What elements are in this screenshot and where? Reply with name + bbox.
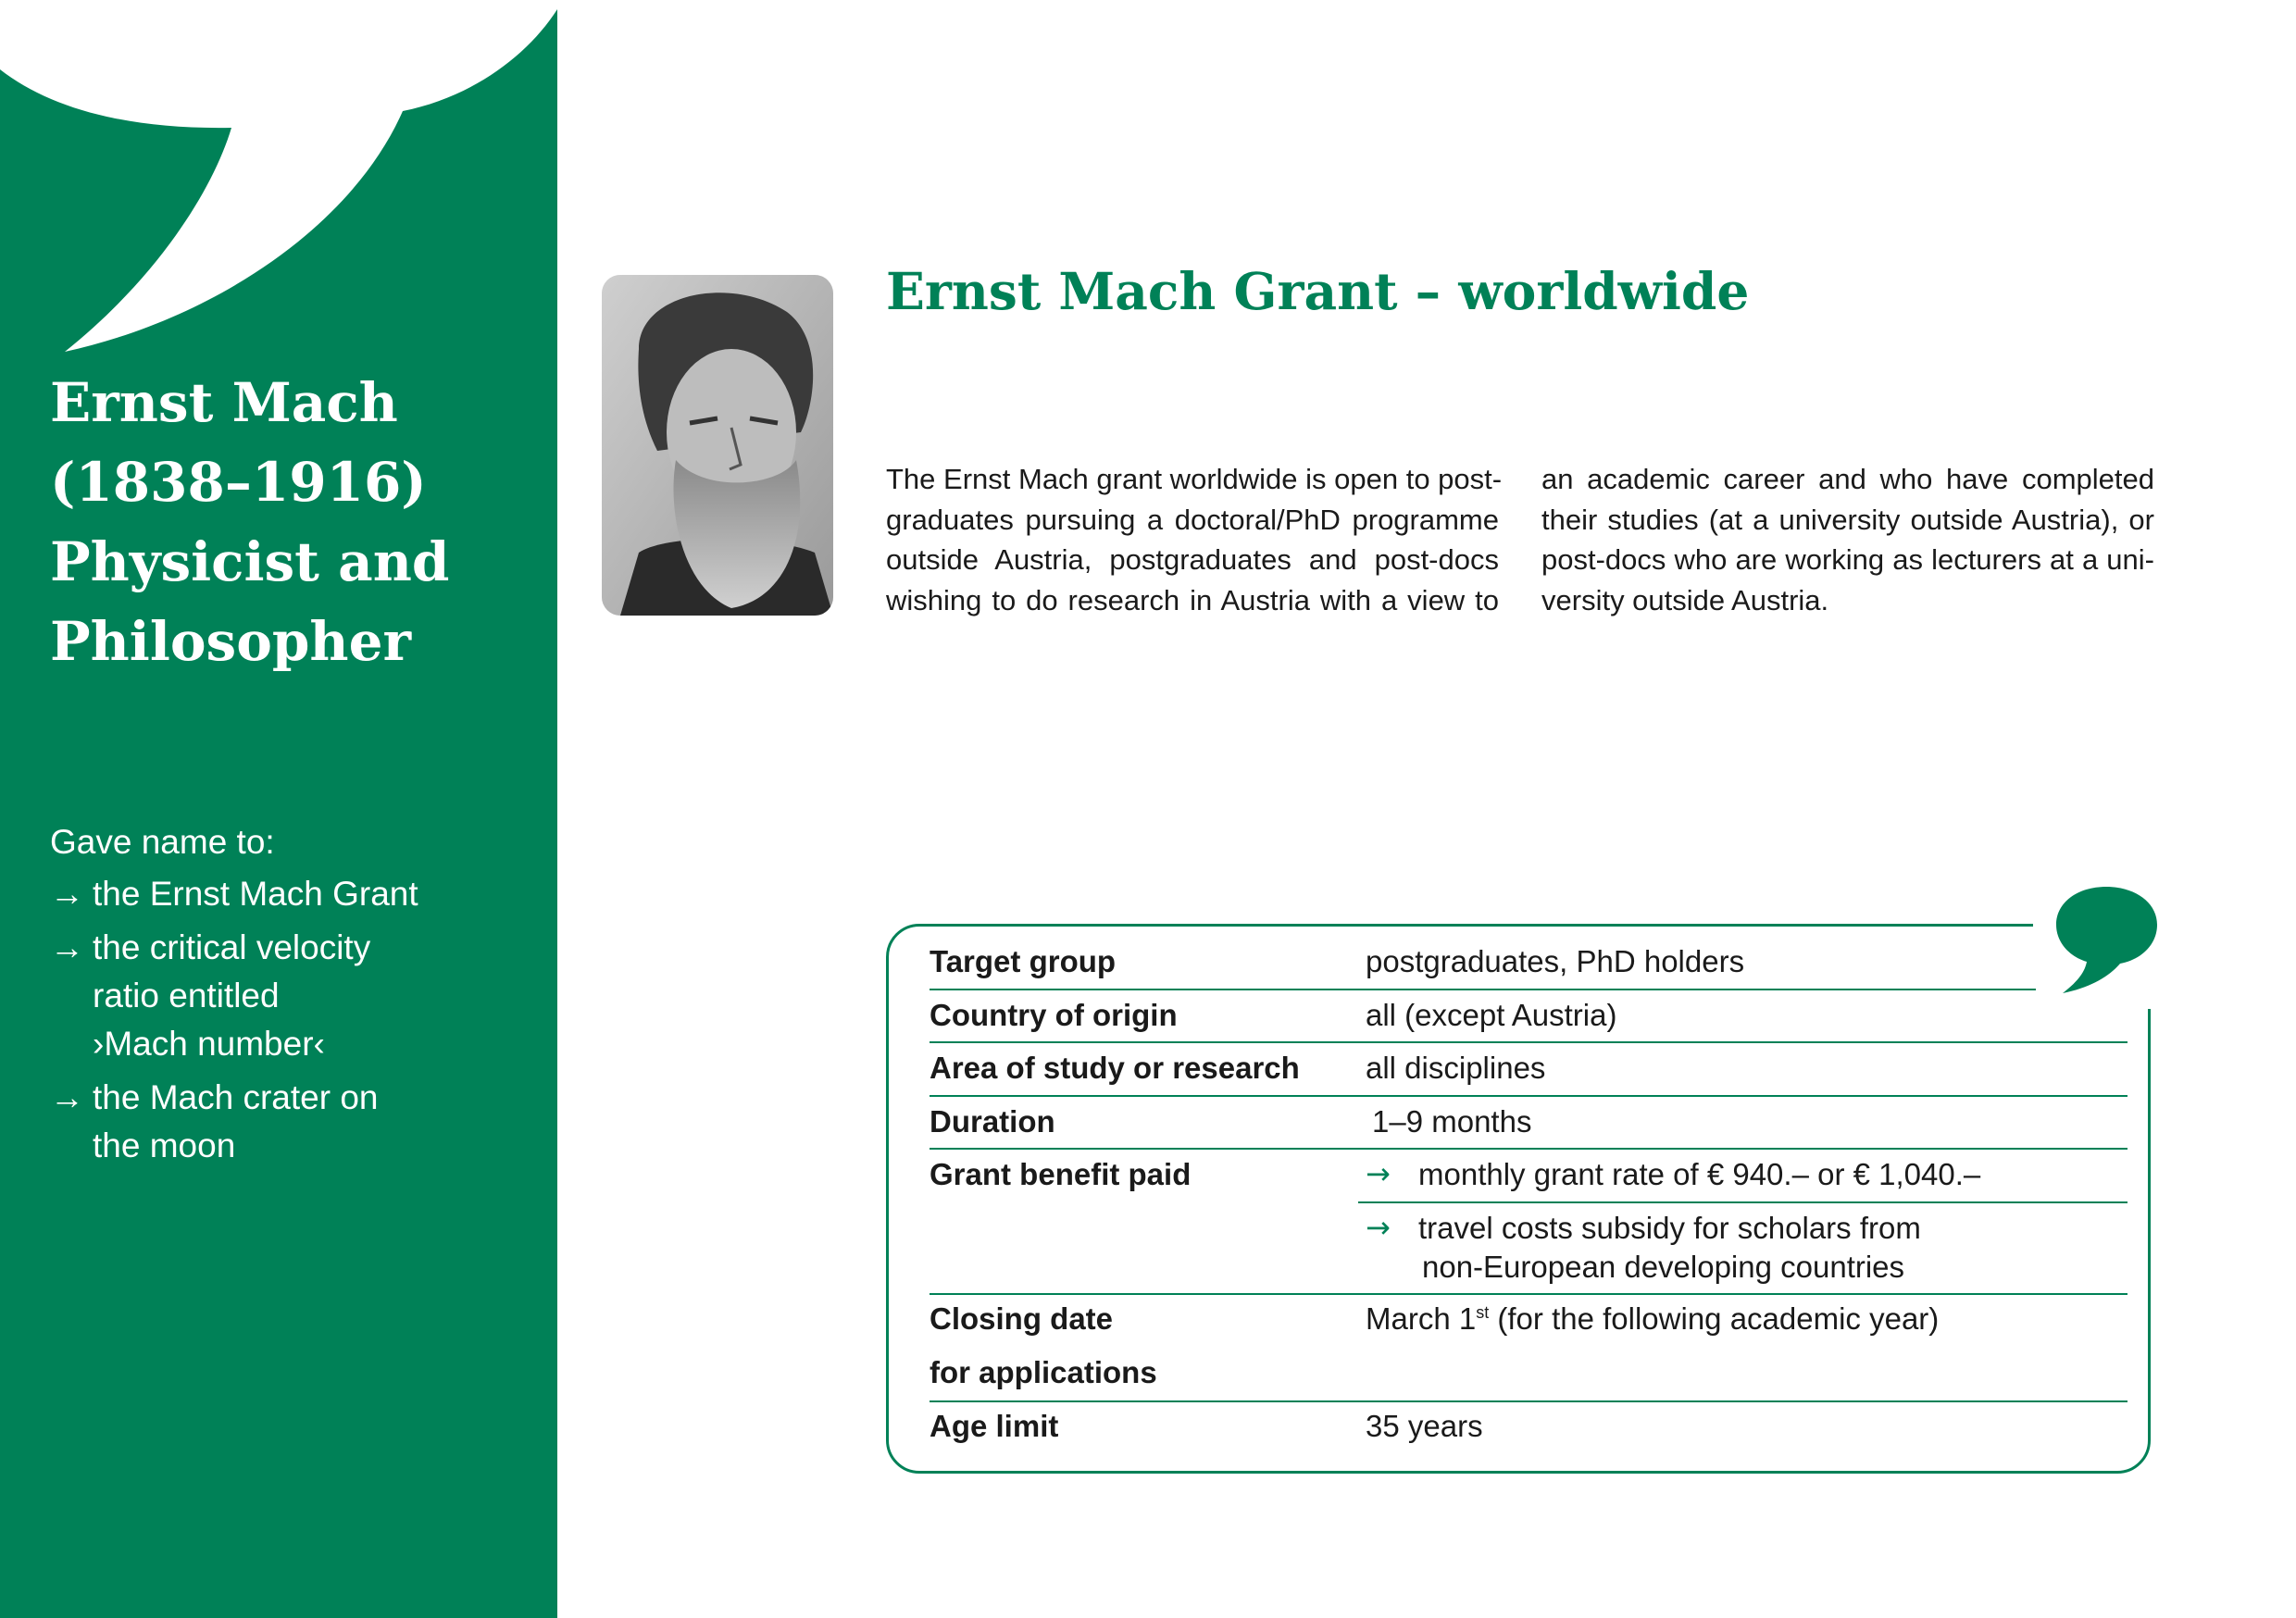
list-item: [50, 870, 550, 918]
table-value: [1366, 1301, 1939, 1337]
intro-line: graduates pursuing a doctoral/PhD programme: [886, 503, 1499, 536]
arrow-right-icon: →: [1366, 1156, 1391, 1191]
table-value: 35 years: [1366, 1409, 1483, 1443]
intro-line: versity outside Austria.: [1541, 583, 1829, 616]
sidebar-title-line: Physicist and: [50, 530, 450, 593]
gave-name-list: [50, 870, 550, 1170]
list-item-line: the Ernst Mach Grant: [93, 875, 418, 913]
list-item-line: ratio entitled: [93, 977, 280, 1014]
table-divider: [930, 1400, 2128, 1402]
list-item: [50, 924, 550, 1068]
gave-name-heading: Gave name to:: [50, 823, 275, 861]
portrait-photo: [602, 275, 833, 616]
table-label: Country of origin: [930, 998, 1178, 1032]
list-item: [50, 1074, 550, 1170]
arrow-right-icon: →: [50, 1078, 84, 1116]
table-label: Target group: [930, 944, 1117, 978]
intro-column-2: [1541, 459, 2154, 620]
table-label: Duration: [930, 1104, 1055, 1139]
table-value: postgraduates, PhD holders: [1366, 944, 1745, 978]
intro-line: wishing to do research in Austria with a view to: [886, 583, 1499, 616]
table-divider: [930, 989, 2036, 990]
table-label: Area of study or research: [930, 1051, 1300, 1085]
table-divider: [930, 1293, 2128, 1295]
gave-name-section: [50, 818, 550, 1176]
table-value: 1–9 months: [1372, 1104, 1532, 1139]
sidebar-title-line: Philosopher: [50, 610, 412, 673]
table-value: all (except Austria): [1366, 998, 1617, 1032]
closing-date-text: March 1: [1366, 1301, 1477, 1336]
table-value: monthly grant rate of € 940.– or € 1,040.–: [1418, 1157, 1981, 1191]
table-label: Closing date: [930, 1301, 1114, 1336]
table-label: Grant benefit paid: [930, 1157, 1192, 1191]
table-label: for applications: [930, 1355, 1157, 1389]
sidebar-title: [50, 363, 550, 681]
intro-line: post-docs who are working as lecturers at a uni-: [1541, 543, 2154, 576]
table-label: Age limit: [930, 1409, 1059, 1443]
list-item-line: ›Mach number‹: [93, 1025, 325, 1063]
intro-line: The Ernst Mach grant worldwide is open to post-: [886, 463, 1503, 495]
arrow-right-icon: →: [50, 875, 84, 913]
arrow-right-icon: →: [50, 928, 84, 966]
speech-bubble-decoration: [0, 0, 557, 370]
portrait-illustration: [602, 275, 833, 616]
sidebar-title-line: (1838–1916): [50, 451, 427, 514]
intro-line: their studies (at a university outside Austria), or: [1541, 503, 2154, 536]
page-title: Ernst Mach Grant – worldwide: [886, 261, 1750, 321]
intro-line: an academic career and who have completed: [1541, 463, 2154, 495]
table-value: all disciplines: [1366, 1051, 1546, 1085]
speech-bubble-icon: [2053, 884, 2160, 995]
closing-date-note: (for the following academic year): [1489, 1301, 1940, 1336]
list-item-line: the critical velocity: [93, 928, 371, 966]
intro-column-1: [886, 459, 1503, 620]
sidebar-title-line: Ernst Mach: [50, 371, 398, 434]
table-divider: [930, 1041, 2128, 1043]
sidebar: [0, 0, 557, 1618]
table-value: travel costs subsidy for scholars from: [1418, 1211, 1921, 1245]
intro-line: outside Austria, postgraduates and post-docs: [886, 543, 1499, 576]
list-item-line: the moon: [93, 1126, 236, 1164]
closing-date-suffix: st: [1476, 1303, 1490, 1322]
table-divider: [930, 1148, 2128, 1150]
table-divider: [930, 1095, 2128, 1097]
list-item-line: the Mach crater on: [93, 1078, 379, 1116]
table-divider: [1358, 1201, 2128, 1203]
table-value: non-European developing countries: [1422, 1250, 1905, 1284]
arrow-right-icon: →: [1366, 1210, 1391, 1245]
